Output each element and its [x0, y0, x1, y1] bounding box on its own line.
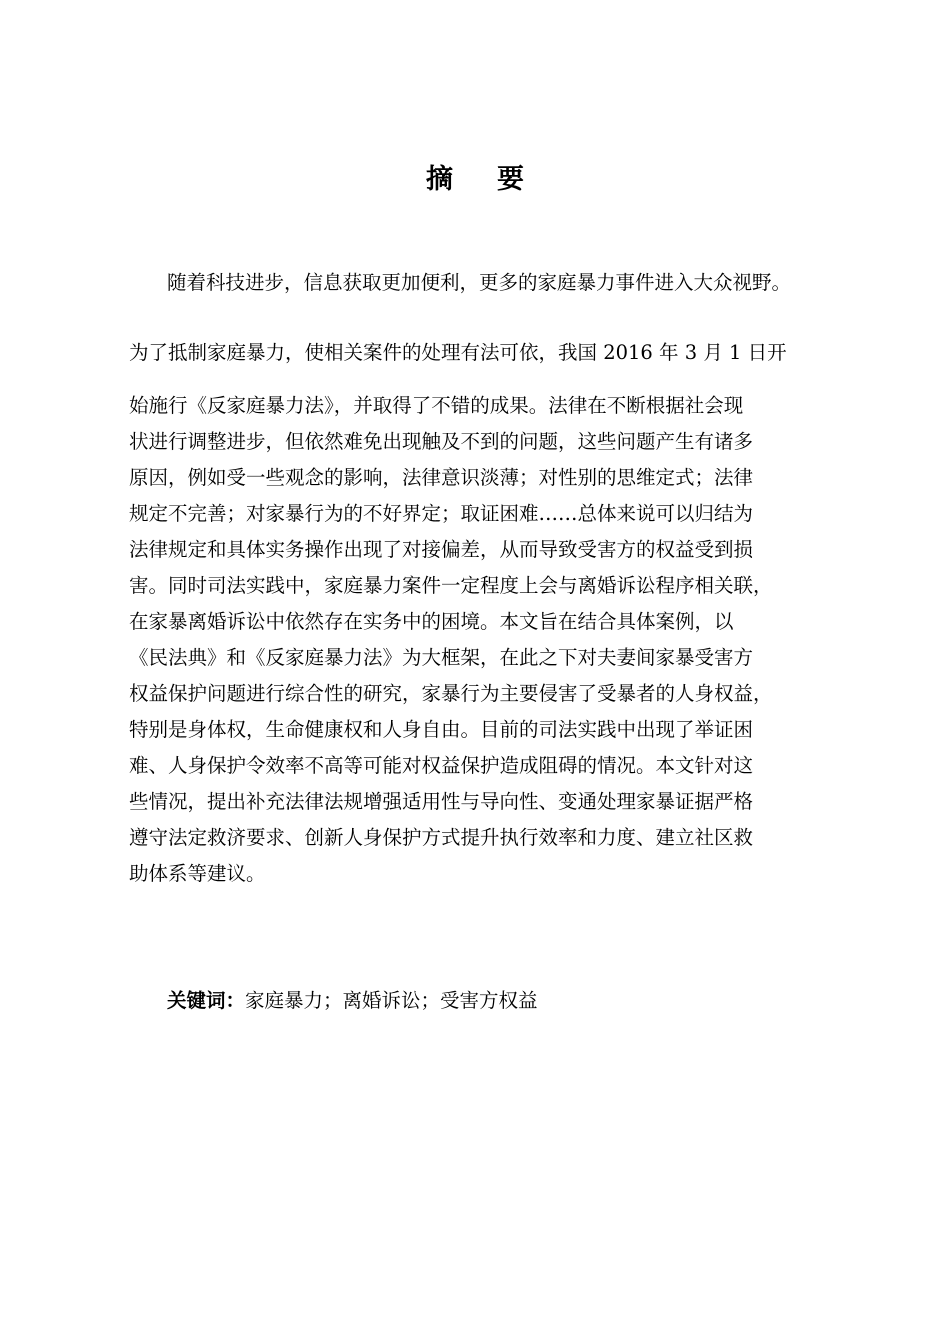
abstract-line-14: 些情况，提出补充法律法规增强适用性与导向性、变通处理家暴证据严格: [129, 790, 754, 813]
abstract-line-11: 权益保护问题进行综合性的研究，家暴行为主要侵害了受暴者的人身权益，: [129, 682, 773, 705]
abstract-line-3: 始施行《反家庭暴力法》，并取得了不错的成果。法律在不断根据社会现: [129, 394, 744, 417]
abstract-line-13: 难、人身保护令效率不高等可能对权益保护造成阻碍的情况。本文针对这: [129, 754, 754, 777]
title-char-1: 摘: [426, 164, 453, 195]
abstract-line-6: 规定不完善；对家暴行为的不好界定；取证困难……总体来说可以归结为: [129, 502, 754, 525]
title-char-2: 要: [497, 164, 524, 195]
abstract-line-5: 原因，例如受一些观念的影响，法律意识淡薄；对性别的思维定式；法律: [129, 466, 754, 489]
abstract-line-7: 法律规定和具体实务操作出现了对接偏差，从而导致受害方的权益受到损: [129, 538, 754, 561]
abstract-line-16: 助体系等建议。: [129, 862, 266, 885]
abstract-line-9: 在家暴离婚诉讼中依然存在实务中的困境。本文旨在结合具体案例，以: [129, 610, 734, 633]
keywords-text: 家庭暴力；离婚诉讼；受害方权益: [245, 989, 538, 1012]
keywords-line: [167, 986, 538, 1016]
abstract-line-1: 随着科技进步，信息获取更加便利，更多的家庭暴力事件进入大众视野。: [167, 271, 792, 294]
page-title: [0, 160, 950, 200]
abstract-line-10: 《民法典》和《反家庭暴力法》为大框架，在此之下对夫妻间家暴受害方: [129, 646, 754, 669]
abstract-line-15: 遵守法定救济要求、创新人身保护方式提升执行效率和力度、建立社区救: [129, 826, 754, 849]
keywords-label: 关键词：: [167, 989, 246, 1012]
abstract-line-8: 害。同时司法实践中，家庭暴力案件一定程度上会与离婚诉讼程序相关联，: [129, 574, 773, 597]
abstract-line-4: 状进行调整进步，但依然难免出现触及不到的问题，这些问题产生有诸多: [129, 430, 754, 453]
abstract-line-2: 为了抵制家庭暴力，使相关案件的处理有法可依，我国 2016 年 3 月 1 日开: [129, 341, 787, 364]
abstract-line-12: 特别是身体权，生命健康权和人身自由。目前的司法实践中出现了举证困: [129, 718, 754, 741]
